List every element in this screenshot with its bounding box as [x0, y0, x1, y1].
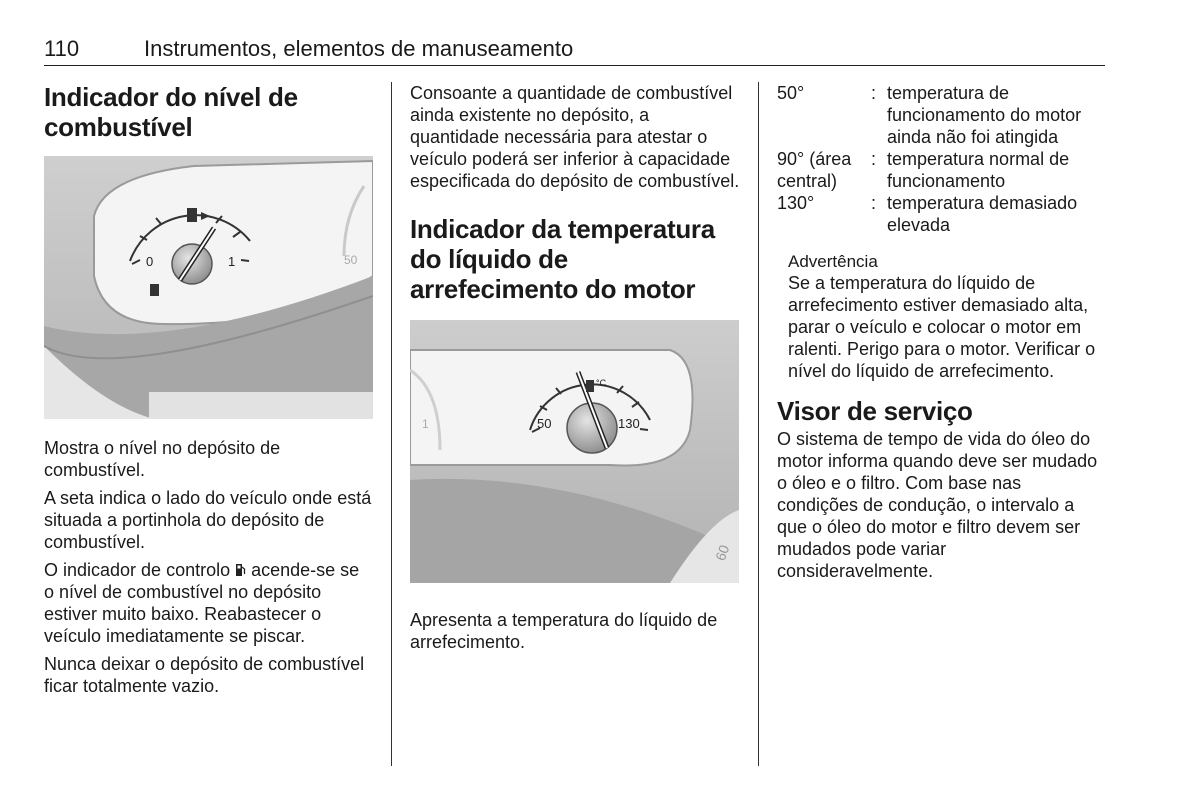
temperature-value: 130° [777, 193, 815, 213]
fuel-capacity-paragraph: Consoante a quantidade de combustível ainda existente no depósito, a quantidade necessária para atestar o veículo poderá ser inferior à capacidade especificada do depósito de combustível. [410, 83, 740, 191]
service-heading: Visor de serviço [777, 396, 973, 426]
temp-gauge-high-label: 130 [618, 416, 640, 431]
column-temperature-ranges [777, 82, 1107, 582]
temp-unit-label: °C [596, 378, 607, 388]
temp-gauge-low-label: 50 [537, 416, 552, 431]
fuel-pump-icon [235, 563, 246, 577]
column-divider [391, 82, 392, 766]
separator: : [871, 83, 877, 103]
temperature-description: temperatura demasiado elevada [887, 193, 1078, 235]
left-gauge-fragment-label: 1 [422, 417, 429, 431]
fuel-warning-paragraph: O indicador de controlo acende-se se o nível de combustível no depósito estiver muito baixo. Reabastecer o veículo imediatamente se piscar. [44, 560, 360, 646]
page-header [44, 36, 1105, 66]
warning-title: Advertência [788, 252, 878, 271]
page-title: Instrumentos, elementos de manuseamento [144, 36, 574, 61]
temperature-gauge-figure [410, 320, 739, 583]
bottom-gauge-fragment-label: 60 [712, 542, 733, 563]
speedo-fragment-label: 50 [344, 253, 358, 267]
temperature-description: temperatura normal de funcionamento [887, 149, 1070, 191]
temperature-value: 90° (área central) [777, 149, 852, 191]
page-number: 110 [44, 36, 80, 61]
column-divider [758, 82, 759, 766]
fuel-paragraph: Mostra o nível no depósito de combustível. [44, 438, 281, 480]
fuel-heading: Indicador do nível de combustível [44, 82, 298, 142]
column-fuel [44, 82, 374, 703]
temperature-row [777, 82, 1107, 148]
temperature-row [777, 192, 1107, 236]
column-temperature [410, 82, 740, 653]
temperature-row [777, 148, 1107, 192]
fuel-paragraph: A seta indica o lado do veículo onde está situada a portinhola do depósito de combustível. [44, 488, 372, 552]
fuel-gauge-full-label: 1 [228, 254, 236, 269]
temperature-table [777, 82, 1107, 236]
temperature-description: temperatura de funcionamento do motor ainda não foi atingida [887, 83, 1082, 147]
separator: : [871, 149, 877, 169]
warning-text: Se a temperatura do líquido de arrefecimento estiver demasiado alta, parar o veículo e colocar o motor em ralenti. Perigo para o motor. Verificar o nível do líquido de arrefecimento. [788, 273, 1096, 381]
fuel-paragraph: Nunca deixar o depósito de combustível ficar totalmente vazio. [44, 654, 365, 696]
temperature-heading: Indicador da temperatura do líquido de arrefecimento do motor [410, 214, 715, 304]
separator: : [871, 193, 877, 213]
fuel-gauge-figure [44, 156, 373, 419]
service-paragraph: O sistema de tempo de vida do óleo do motor informa quando deve ser mudado o óleo e o filtro. Com base nas condições de condução, o intervalo a que o óleo do motor e filtro devem ser mudados pode variar consideravelmente. [777, 429, 1098, 581]
temperature-value: 50° [777, 83, 805, 103]
temperature-caption: Apresenta a temperatura do líquido de arrefecimento. [410, 610, 718, 652]
fuel-gauge-empty-label: 0 [146, 254, 154, 269]
